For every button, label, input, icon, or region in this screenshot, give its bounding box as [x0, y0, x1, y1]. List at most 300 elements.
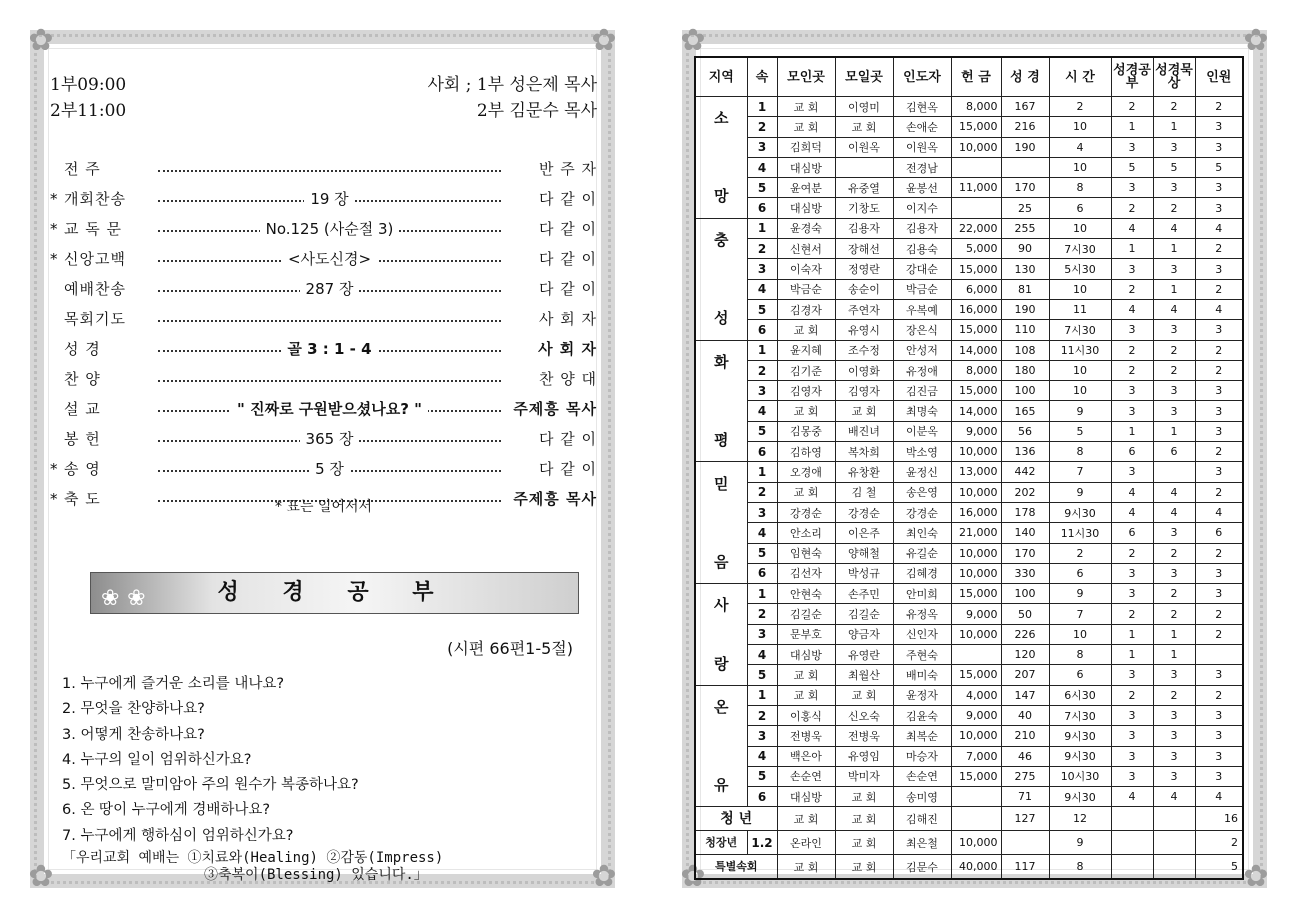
table-cell: 이분옥 — [893, 421, 951, 441]
table-cell: 김경자 — [777, 299, 835, 319]
table-cell: 교 회 — [835, 787, 893, 807]
table-cell: 10 — [1049, 157, 1111, 177]
table-cell: 배진녀 — [835, 421, 893, 441]
table-cell: 81 — [1001, 279, 1049, 299]
table-cell: 대심방 — [777, 645, 835, 665]
sok-cell: 4 — [747, 645, 777, 665]
table-cell: 6 — [1049, 198, 1111, 218]
table-cell: 4 — [1195, 299, 1243, 319]
motto-line-2: ③축복이(Blessing) 있습니다.」 — [204, 867, 428, 883]
table-cell: 5 — [1195, 855, 1243, 879]
table-cell: 문부호 — [777, 624, 835, 644]
table-cell: 3 — [1153, 178, 1195, 198]
order-detail-text: " 진짜로 구원받으셨나요? " — [231, 400, 428, 418]
table-cell: 김진금 — [893, 381, 951, 401]
table-cell: 2 — [1195, 482, 1243, 502]
table-cell: 5 — [1195, 157, 1243, 177]
table-cell: 9 — [1049, 401, 1111, 421]
table-cell — [1001, 157, 1049, 177]
table-cell: 교 회 — [777, 482, 835, 502]
table-cell: 9 — [1049, 584, 1111, 604]
table-cell: 10 — [1049, 624, 1111, 644]
table-cell: 1 — [1111, 239, 1153, 259]
region-char: 유 — [714, 775, 729, 794]
table-cell: 2 — [1195, 685, 1243, 705]
order-detail — [158, 274, 501, 304]
table-cell: 3 — [1195, 259, 1243, 279]
region-cell — [695, 218, 747, 340]
table-cell: 10,000 — [951, 563, 1001, 583]
sok-cell: 2 — [747, 239, 777, 259]
table-cell: 2 — [1195, 831, 1243, 855]
sok-cell: 5 — [747, 543, 777, 563]
sok-cell: 3 — [747, 624, 777, 644]
table-cell: 김 철 — [835, 482, 893, 502]
table-row — [695, 787, 1243, 807]
table-cell: 16,000 — [951, 299, 1001, 319]
table-cell — [951, 787, 1001, 807]
study-reference: (시편 66편1-5절) — [447, 639, 573, 658]
table-cell: 신인자 — [893, 624, 951, 644]
table-cell: 유중열 — [835, 178, 893, 198]
table-cell: 4 — [1049, 137, 1111, 157]
table-cell: 9시30 — [1049, 502, 1111, 522]
table-row — [695, 855, 1243, 879]
order-item — [50, 184, 597, 214]
table-cell: 온라인 — [777, 831, 835, 855]
table-row — [695, 299, 1243, 319]
table-cell: 4 — [1153, 299, 1195, 319]
table-cell: 10 — [1049, 117, 1111, 137]
table-cell: 6 — [1195, 523, 1243, 543]
sok-cell: 6 — [747, 563, 777, 583]
table-cell: 3 — [1111, 563, 1153, 583]
table-cell: 165 — [1001, 401, 1049, 421]
table-cell: 8 — [1049, 855, 1111, 879]
region-cell — [695, 97, 747, 219]
table-cell: 10,000 — [951, 137, 1001, 157]
table-cell: 김길순 — [835, 604, 893, 624]
table-cell: 190 — [1001, 299, 1049, 319]
table-cell: 윤봉선 — [893, 178, 951, 198]
flower-ornament-icon: ✿ — [680, 859, 706, 894]
region-char: 소 — [714, 109, 729, 128]
table-cell: 2 — [1111, 279, 1153, 299]
sok-cell: 4 — [747, 523, 777, 543]
table-cell: 주연자 — [835, 299, 893, 319]
sok-cell: 3 — [747, 137, 777, 157]
table-cell: 3 — [1195, 117, 1243, 137]
table-cell: 강대순 — [893, 259, 951, 279]
table-cell: 3 — [1195, 421, 1243, 441]
order-detail — [158, 334, 501, 364]
table-cell: 2 — [1153, 604, 1195, 624]
table-cell — [951, 198, 1001, 218]
table-cell — [835, 157, 893, 177]
table-row — [695, 726, 1243, 746]
region-char: 충 — [714, 231, 729, 250]
table-cell: 신현서 — [777, 239, 835, 259]
table-cell: 윤정자 — [893, 685, 951, 705]
table-cell: 10 — [1049, 279, 1111, 299]
table-cell: 178 — [1001, 502, 1049, 522]
table-cell: 170 — [1001, 543, 1049, 563]
table-cell — [1153, 831, 1195, 855]
flower-ornament-icon: ✿ — [28, 859, 54, 894]
table-row — [695, 442, 1243, 462]
table-cell: 3 — [1111, 584, 1153, 604]
table-cell: 1 — [1153, 239, 1195, 259]
sok-cell: 2 — [747, 360, 777, 380]
table-cell: 11시30 — [1049, 340, 1111, 360]
table-row — [695, 320, 1243, 340]
table-cell: 10 — [1049, 360, 1111, 380]
table-cell: 140 — [1001, 523, 1049, 543]
table-cell: 2 — [1111, 340, 1153, 360]
region-cell — [695, 340, 747, 462]
table-row — [695, 705, 1243, 725]
order-person: 주제흥 목사 — [513, 490, 597, 508]
table-cell: 10,000 — [951, 442, 1001, 462]
sok-cell: 4 — [747, 279, 777, 299]
table-cell: 윤정신 — [893, 462, 951, 482]
table-cell: 1 — [1111, 645, 1153, 665]
table-cell: 2 — [1195, 97, 1243, 117]
table-cell: 3 — [1195, 381, 1243, 401]
table-cell: 교 회 — [835, 831, 893, 855]
order-name: 개회찬송 — [64, 190, 126, 208]
order-item — [50, 394, 597, 424]
table-cell — [951, 807, 1001, 831]
order-item — [50, 334, 597, 364]
table-cell: 배미숙 — [893, 665, 951, 685]
worship-order-content — [50, 58, 597, 883]
table-cell: 9,000 — [951, 604, 1001, 624]
order-item — [50, 244, 597, 274]
table-cell: 210 — [1001, 726, 1049, 746]
table-cell: 4 — [1195, 787, 1243, 807]
table-cell: 3 — [1153, 259, 1195, 279]
table-cell: 전병욱 — [835, 726, 893, 746]
table-cell: 9시30 — [1049, 726, 1111, 746]
table-cell: 유영시 — [835, 320, 893, 340]
dotted-leader — [158, 320, 501, 322]
table-cell: 6 — [1111, 442, 1153, 462]
table-cell: 12 — [1049, 807, 1111, 831]
table-cell: 4 — [1111, 502, 1153, 522]
region-char: 믿 — [714, 474, 729, 493]
table-cell: 71 — [1001, 787, 1049, 807]
table-cell: 윤여분 — [777, 178, 835, 198]
table-cell: 40 — [1001, 705, 1049, 725]
table-row — [695, 584, 1243, 604]
table-header-row — [695, 57, 1243, 97]
table-row — [695, 624, 1243, 644]
table-cell: 216 — [1001, 117, 1049, 137]
table-cell: 120 — [1001, 645, 1049, 665]
table-row — [695, 831, 1243, 855]
service-leader-1: 사회 ; 1부 성은제 목사 — [427, 75, 597, 95]
table-cell: 김길순 — [777, 604, 835, 624]
study-questions — [62, 672, 597, 849]
flower-ornament-icon: ✿ — [1243, 23, 1269, 58]
table-cell: 유정애 — [893, 360, 951, 380]
order-person: 다 같 이 — [538, 250, 597, 268]
table-cell: 3 — [1153, 137, 1195, 157]
region-char: 온 — [714, 698, 729, 717]
table-cell — [1195, 645, 1243, 665]
table-cell: 3 — [1195, 726, 1243, 746]
table-cell: 마승자 — [893, 746, 951, 766]
table-row — [695, 685, 1243, 705]
table-cell: 4 — [1111, 787, 1153, 807]
table-cell: 대심방 — [777, 787, 835, 807]
table-cell: 46 — [1001, 746, 1049, 766]
table-cell: 202 — [1001, 482, 1049, 502]
table-row — [695, 198, 1243, 218]
table-cell: 3 — [1195, 178, 1243, 198]
order-detail-text: 287 장 — [300, 280, 360, 298]
table-row — [695, 97, 1243, 117]
table-cell: 15,000 — [951, 584, 1001, 604]
study-question: 1. 누구에게 즐거운 소리를 내나요? — [62, 676, 285, 692]
table-cell: 3 — [1153, 766, 1195, 786]
table-cell: 1 — [1153, 421, 1195, 441]
table-cell: 2 — [1195, 604, 1243, 624]
table-cell: 교 회 — [835, 855, 893, 879]
study-question: 5. 무엇으로 말미암아 주의 원수가 복종하나요? — [62, 777, 359, 794]
table-cell: 3 — [1153, 320, 1195, 340]
table-cell: 박미자 — [835, 766, 893, 786]
table-cell: 교 회 — [777, 320, 835, 340]
table-cell: 3 — [1153, 705, 1195, 725]
table-cell: 오경애 — [777, 462, 835, 482]
flower-ornament-icon: ✿ — [591, 23, 617, 58]
table-cell: 복차희 — [835, 442, 893, 462]
table-cell: 7,000 — [951, 746, 1001, 766]
order-item — [50, 364, 597, 394]
table-cell: 21,000 — [951, 523, 1001, 543]
table-cell: 주현숙 — [893, 645, 951, 665]
church-motto — [62, 850, 443, 884]
table-cell: 6,000 — [951, 279, 1001, 299]
table-cell: 9 — [1049, 831, 1111, 855]
service-leader-2: 2부 김문수 목사 — [476, 101, 597, 121]
table-cell: 3 — [1153, 563, 1195, 583]
table-cell: 박소영 — [893, 442, 951, 462]
table-cell: 3 — [1111, 726, 1153, 746]
right-page — [680, 23, 1269, 894]
column-header: 모인곳 — [777, 57, 835, 97]
sok-cell: 1.2 — [747, 831, 777, 855]
order-name: 성 경 — [64, 340, 101, 358]
table-cell: 4 — [1153, 502, 1195, 522]
table-cell: 10,000 — [951, 543, 1001, 563]
column-header: 인도자 — [893, 57, 951, 97]
table-cell: 3 — [1153, 381, 1195, 401]
table-cell: 108 — [1001, 340, 1049, 360]
table-cell: 3 — [1153, 665, 1195, 685]
table-cell: 박금순 — [893, 279, 951, 299]
table-cell: 275 — [1001, 766, 1049, 786]
sok-cell: 1 — [747, 685, 777, 705]
sok-cell: 3 — [747, 502, 777, 522]
table-cell: 김용자 — [893, 218, 951, 238]
table-cell: 9 — [1049, 482, 1111, 502]
table-cell: 1 — [1153, 279, 1195, 299]
table-cell: 3 — [1195, 705, 1243, 725]
table-cell: 4 — [1153, 482, 1195, 502]
table-cell — [1153, 462, 1195, 482]
sok-cell: 1 — [747, 340, 777, 360]
region-char: 음 — [714, 552, 729, 571]
table-cell: 교 회 — [835, 117, 893, 137]
sok-cell: 3 — [747, 726, 777, 746]
table-cell: 최명숙 — [893, 401, 951, 421]
table-cell: 송순이 — [835, 279, 893, 299]
table-cell: 교 회 — [777, 117, 835, 137]
table-cell: 3 — [1195, 320, 1243, 340]
order-person: 반 주 자 — [538, 160, 597, 178]
table-cell: 임현숙 — [777, 543, 835, 563]
table-cell: 2 — [1153, 198, 1195, 218]
table-cell: 9시30 — [1049, 746, 1111, 766]
table-cell: 6 — [1111, 523, 1153, 543]
table-cell: 1 — [1153, 624, 1195, 644]
table-cell: 100 — [1001, 381, 1049, 401]
column-header: 성경공부 — [1111, 57, 1153, 97]
table-row — [695, 178, 1243, 198]
standing-note: * 표는 일어서서 — [274, 499, 373, 515]
table-cell: 3 — [1153, 523, 1195, 543]
flower-ornament-icon: ✿ — [1243, 859, 1269, 894]
order-mark: * — [50, 250, 58, 268]
order-detail-text: <사도신경> — [282, 250, 377, 268]
table-cell: 김용자 — [835, 218, 893, 238]
table-cell: 2 — [1153, 543, 1195, 563]
left-page — [28, 23, 617, 894]
table-cell: 기창도 — [835, 198, 893, 218]
table-cell: 8,000 — [951, 360, 1001, 380]
table-cell: 4 — [1195, 502, 1243, 522]
table-cell: 4 — [1111, 218, 1153, 238]
sok-cell: 5 — [747, 178, 777, 198]
table-cell: 3 — [1195, 665, 1243, 685]
table-cell: 15,000 — [951, 117, 1001, 137]
order-mark: * — [50, 220, 58, 238]
table-cell: 교 회 — [777, 401, 835, 421]
table-cell: 3 — [1153, 726, 1195, 746]
order-person: 다 같 이 — [538, 190, 597, 208]
order-detail-text: 19 장 — [304, 190, 354, 208]
region-cell: 특별속회 — [695, 855, 777, 879]
order-detail — [158, 244, 501, 274]
table-cell: 교 회 — [777, 97, 835, 117]
table-cell: 강경순 — [893, 502, 951, 522]
table-row — [695, 381, 1243, 401]
table-cell: 최인숙 — [893, 523, 951, 543]
column-header: 성 경 — [1001, 57, 1049, 97]
table-cell: 박성규 — [835, 563, 893, 583]
table-cell: 김선자 — [777, 563, 835, 583]
table-cell: 3 — [1195, 563, 1243, 583]
column-header: 속 — [747, 57, 777, 97]
table-cell: 유창환 — [835, 462, 893, 482]
table-cell: 3 — [1195, 584, 1243, 604]
table-cell: 3 — [1111, 137, 1153, 157]
table-cell: 9시30 — [1049, 787, 1111, 807]
table-cell: 김혜경 — [893, 563, 951, 583]
table-cell: 이은주 — [835, 523, 893, 543]
table-cell: 2 — [1195, 442, 1243, 462]
worship-order-list — [50, 154, 597, 514]
study-question: 3. 어떻게 찬송하나요? — [62, 726, 205, 743]
table-cell: 15,000 — [951, 259, 1001, 279]
table-cell: 2 — [1153, 97, 1195, 117]
table-row — [695, 259, 1243, 279]
table-cell: 2 — [1153, 360, 1195, 380]
sok-cell: 4 — [747, 746, 777, 766]
table-cell: 11 — [1049, 299, 1111, 319]
table-cell: 3 — [1153, 401, 1195, 421]
sok-cell: 1 — [747, 218, 777, 238]
sok-cell: 6 — [747, 442, 777, 462]
table-cell: 이지수 — [893, 198, 951, 218]
table-row — [695, 482, 1243, 502]
table-row — [695, 462, 1243, 482]
motto-line-1: 「우리교회 예배는 ①치료와(Healing) ②감동(Impress) — [62, 850, 444, 866]
table-cell: 3 — [1111, 259, 1153, 279]
flower-ornament-icon: ✿ — [591, 859, 617, 894]
sok-cell: 4 — [747, 401, 777, 421]
order-detail — [158, 454, 501, 484]
table-cell: 22,000 — [951, 218, 1001, 238]
table-cell: 3 — [1195, 766, 1243, 786]
region-char: 성 — [714, 309, 729, 328]
order-name: 송 영 — [64, 460, 101, 478]
bible-study-title: 성 경 공 부 — [217, 580, 452, 605]
table-cell: 윤지혜 — [777, 340, 835, 360]
table-cell: 10,000 — [951, 726, 1001, 746]
table-cell: 안미희 — [893, 584, 951, 604]
table-cell: 11시30 — [1049, 523, 1111, 543]
table-cell: 김용숙 — [893, 239, 951, 259]
table-cell: 송미영 — [893, 787, 951, 807]
region-cell — [695, 685, 747, 807]
table-row — [695, 807, 1243, 831]
table-cell: 대심방 — [777, 198, 835, 218]
table-row — [695, 137, 1243, 157]
region-char: 랑 — [714, 654, 729, 673]
table-cell: 90 — [1001, 239, 1049, 259]
table-cell: 1 — [1153, 117, 1195, 137]
table-cell: 강경순 — [777, 502, 835, 522]
table-row — [695, 563, 1243, 583]
order-detail-text: No.125 (사순절 3) — [260, 220, 400, 238]
order-person: 찬 양 대 — [538, 370, 597, 388]
region-char: 망 — [714, 187, 729, 206]
table-cell: 2 — [1111, 685, 1153, 705]
table-cell: 김해진 — [893, 807, 951, 831]
table-cell: 4 — [1153, 787, 1195, 807]
order-item — [50, 274, 597, 304]
table-cell: 2 — [1195, 624, 1243, 644]
order-person: 사 회 자 — [538, 310, 597, 328]
table-cell: 5 — [1111, 157, 1153, 177]
order-person: 주제흥 목사 — [513, 400, 597, 418]
table-cell: 대심방 — [777, 157, 835, 177]
table-cell: 강경순 — [835, 502, 893, 522]
